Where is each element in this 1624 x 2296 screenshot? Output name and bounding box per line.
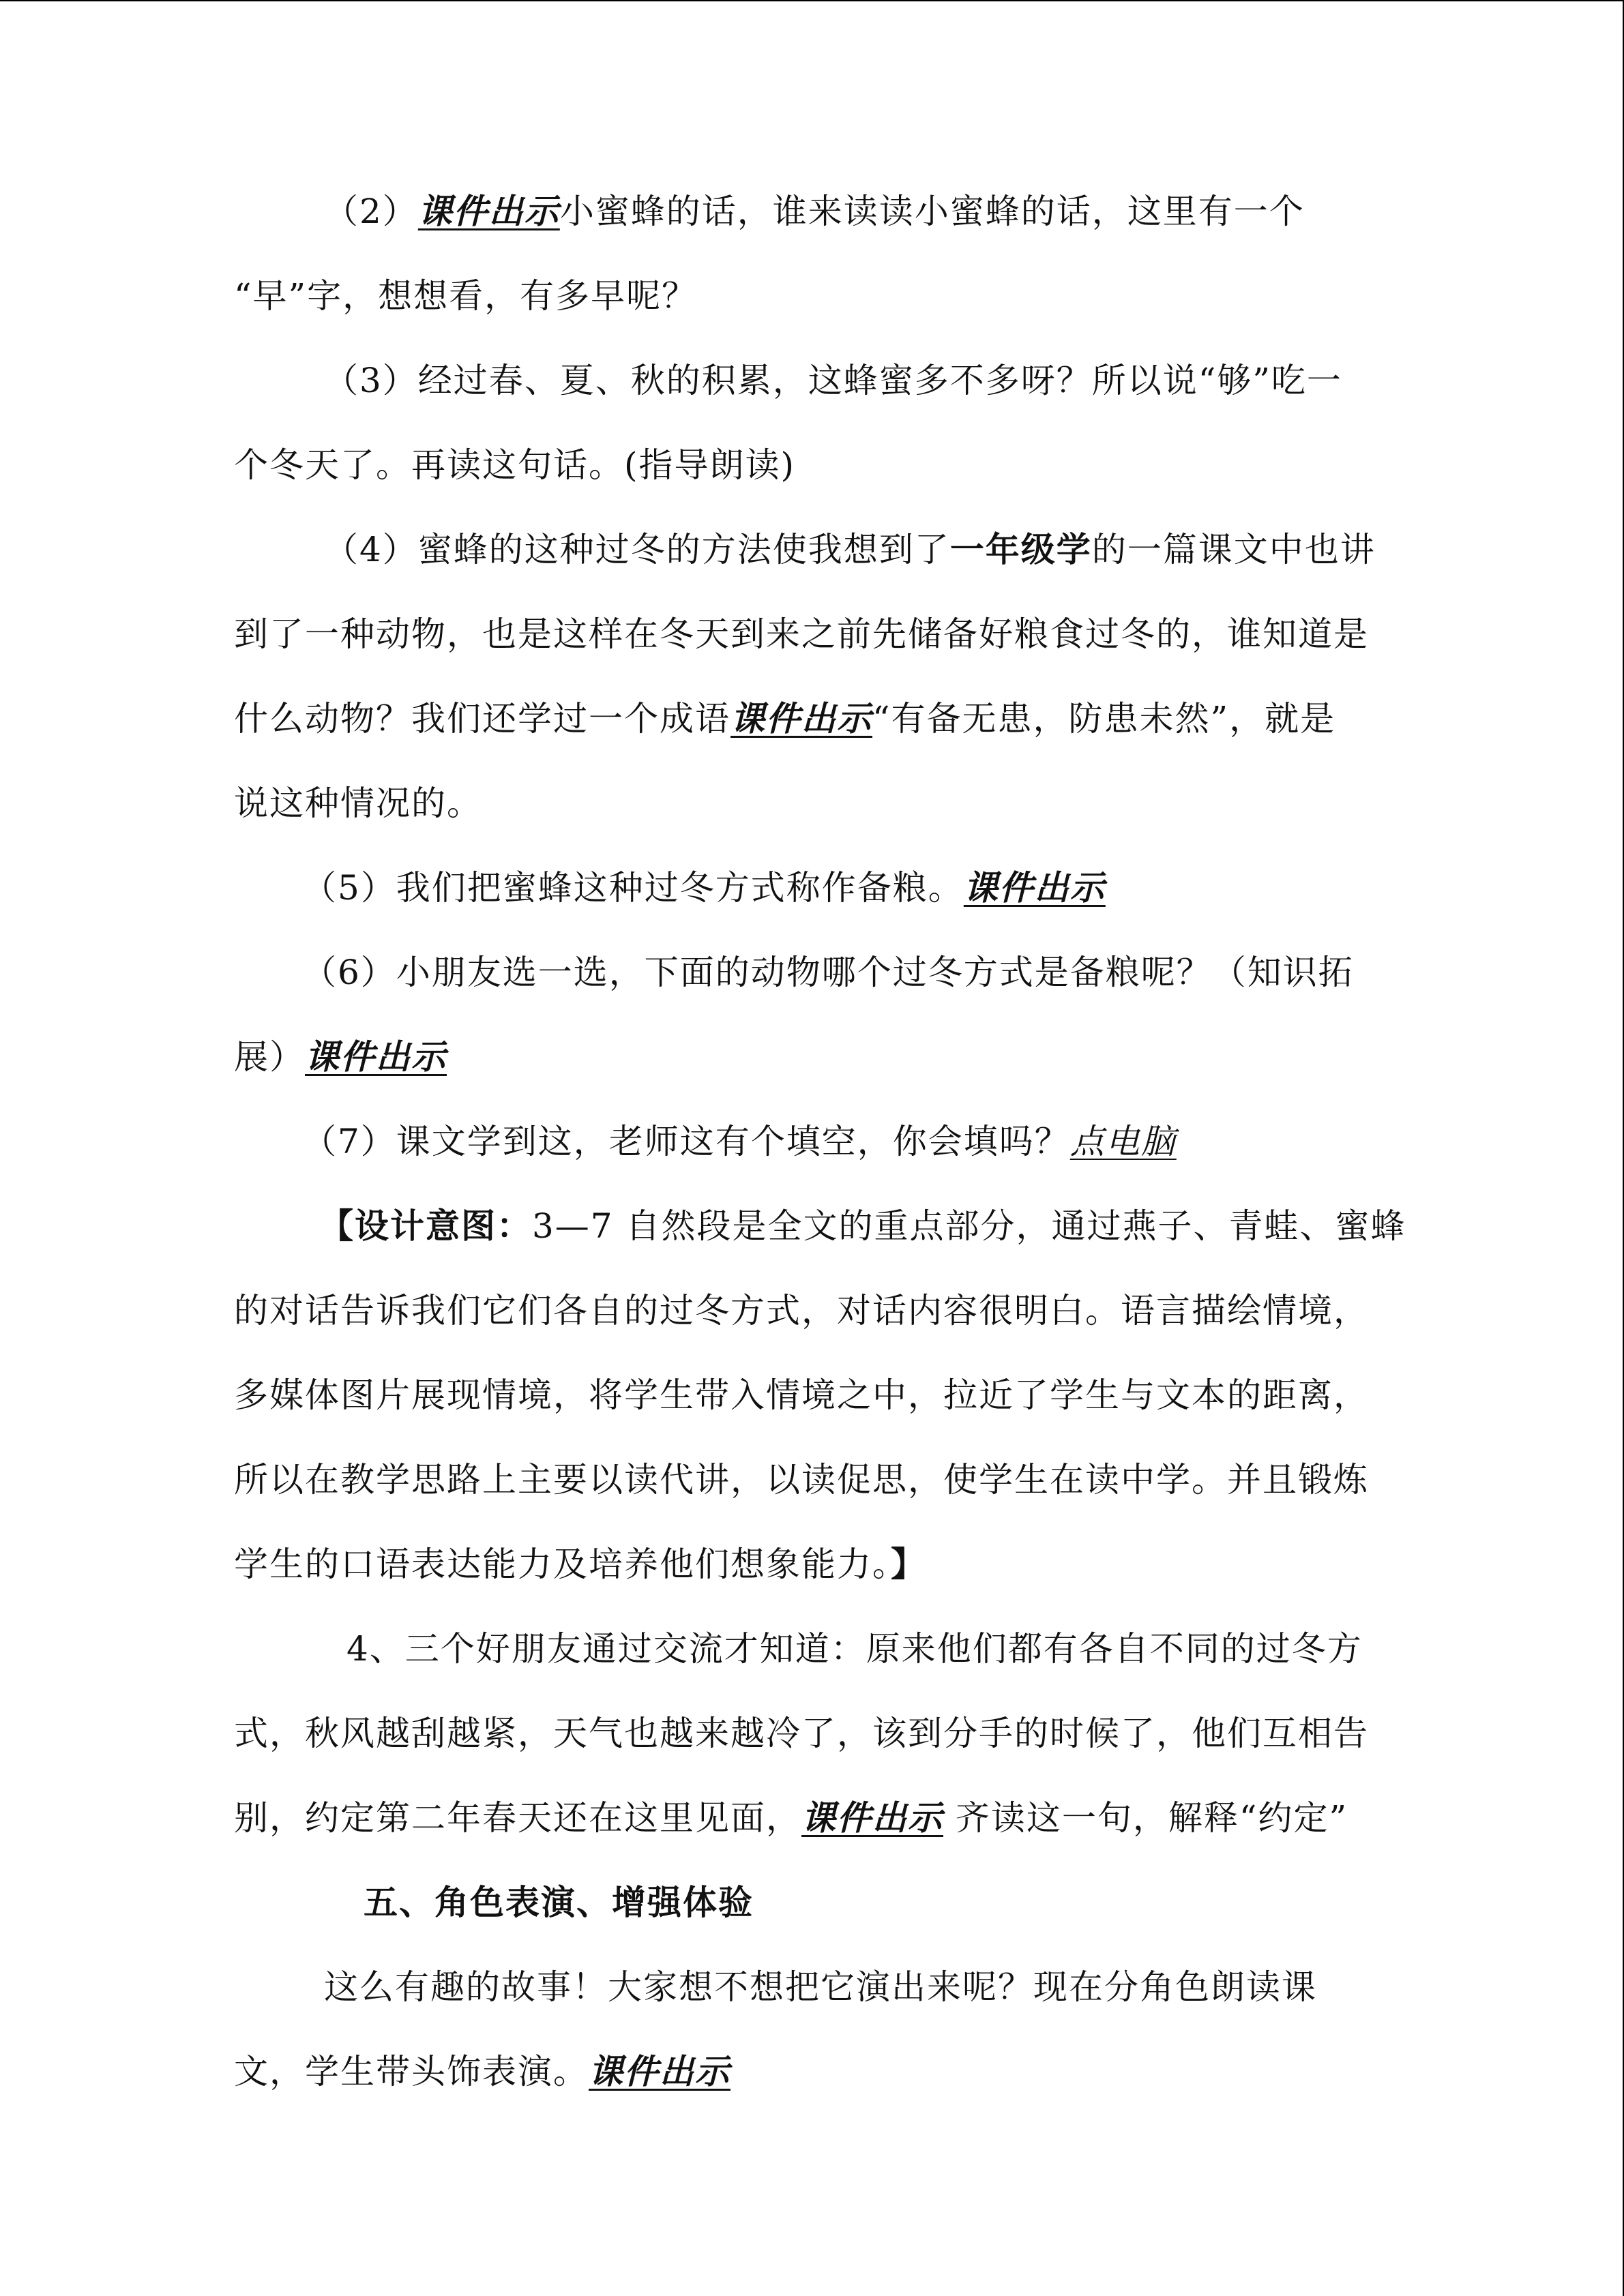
courseware-cue: 课件出示	[589, 2052, 730, 2091]
courseware-cue: 课件出示	[963, 868, 1106, 908]
click-computer-cue: 点电脑	[1069, 1122, 1177, 1161]
design-intent-line-5: 学生的口语表达能力及培养他们想象能力。】	[234, 1545, 926, 1584]
paragraph-4-line-1: （4）蜜蜂的这种过冬的方法使我想到了一年级学的一篇课文中也讲	[324, 530, 1376, 569]
courseware-cue: 课件出示	[801, 1798, 943, 1838]
paragraph-6-line-2: 展）课件出示	[234, 1037, 447, 1077]
bold-text: 一年级学	[949, 530, 1092, 569]
courseware-cue: 课件出示	[730, 699, 872, 739]
section-5-heading: 五、角色表演、增强体验	[364, 1883, 754, 1922]
section-5-line-1: 这么有趣的故事！大家想不想把它演出来呢？现在分角色朗读课	[324, 1967, 1317, 2007]
paragraph-2-line-1: （2）课件出示小蜜蜂的话，谁来读读小蜜蜂的话，这里有一个	[324, 192, 1305, 231]
section-4-line-2: 式，秋风越刮越紧，天气也越来越冷了，该到分手的时候了，他们互相告	[234, 1714, 1369, 1753]
courseware-cue: 课件出示	[417, 192, 560, 231]
section-4-line-3: 别，约定第二年春天还在这里见面，课件出示 齐读这一句，解释“约定”	[234, 1798, 1348, 1838]
paragraph-4-line-2: 到了一种动物，也是这样在冬天到来之前先储备好粮食过冬的，谁知道是	[234, 614, 1369, 654]
paragraph-6-line-1: （6）小朋友选一选，下面的动物哪个过冬方式是备粮呢？（知识拓	[302, 953, 1354, 992]
section-5-line-2: 文，学生带头饰表演。课件出示	[234, 2052, 730, 2091]
paragraph-4-line-3: 什么动物？我们还学过一个成语课件出示“有备无患，防患未然”，就是	[234, 699, 1336, 739]
design-intent-line-4: 所以在教学思路上主要以读代讲，以读促思，使学生在读中学。并且锻炼	[234, 1460, 1369, 1500]
section-4-line-1: 4、三个好朋友通过交流才知道：原来他们都有各自不同的过冬方	[346, 1629, 1363, 1669]
design-intent-label: 【设计意图：	[319, 1206, 532, 1246]
paragraph-7-line-1: （7）课文学到这，老师这有个填空，你会填吗？点电脑	[302, 1122, 1177, 1161]
paragraph-2-line-2: “早”字，想想看，有多早呢？	[234, 276, 698, 316]
design-intent-line-1: 【设计意图：3—7 自然段是全文的重点部分，通过燕子、青蛙、蜜蜂	[319, 1206, 1406, 1246]
paragraph-3-line-1: （3）经过春、夏、秋的积累，这蜂蜜多不多呀？所以说“够”吃一	[324, 361, 1342, 400]
paragraph-3-line-2: 个冬天了。再读这句话。(指导朗读)	[234, 445, 796, 485]
document-body	[234, 169, 1462, 2114]
courseware-cue: 课件出示	[305, 1037, 447, 1077]
design-intent-line-3: 多媒体图片展现情境，将学生带入情境之中，拉近了学生与文本的距离，	[234, 1375, 1369, 1415]
paragraph-4-line-4: 说这种情况的。	[234, 784, 482, 823]
paragraph-5-line-1: （5）我们把蜜蜂这种过冬方式称作备粮。课件出示	[302, 868, 1106, 908]
design-intent-line-2: 的对话告诉我们它们各自的过冬方式，对话内容很明白。语言描绘情境，	[234, 1291, 1369, 1330]
